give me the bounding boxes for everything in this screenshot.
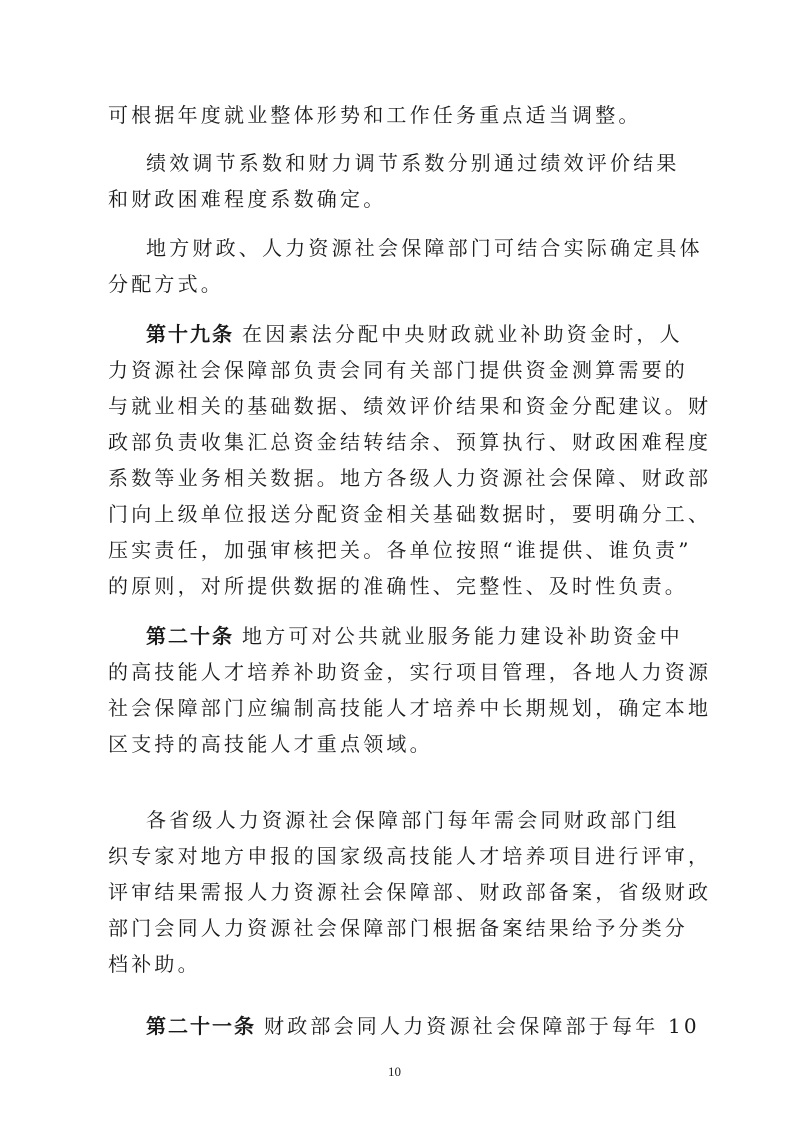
text-span: 地方可对公共就业服务能力建设补助资金中: [242, 624, 683, 648]
text-line: 的原则，对所提供数据的准确性、完整性、及时性负责。: [108, 574, 688, 598]
text-line: 和财政困难程度系数确定。: [108, 187, 387, 211]
text-line: 的高技能人才培养补助资金，实行项目管理，各地人力资源: [108, 660, 712, 684]
article-number: 第二十条: [146, 624, 234, 648]
article-first-line: [146, 1009, 700, 1043]
article-number: 第二十一条: [146, 1014, 256, 1038]
text-line: 门向上级单位报送分配资金相关基础数据时，要明确分工、: [108, 502, 712, 526]
article-first-line: [146, 619, 683, 653]
page-number: 10: [388, 1064, 401, 1079]
text-line: 分配方式。: [108, 272, 224, 296]
text-line: 档补助。: [108, 952, 201, 976]
text-line: 系数等业务相关数据。地方各级人力资源社会保障、财政部: [108, 466, 712, 490]
text-line: 力资源社会保障部负责会同有关部门提供资金测算需要的: [108, 358, 688, 382]
text-span: 财政部会同人力资源社会保障部于每年 10: [264, 1014, 700, 1038]
text-line: 织专家对地方申报的国家级高技能人才培养项目进行评审，: [108, 844, 712, 868]
text-line: 政部负责收集汇总资金结转结余、预算执行、财政困难程度: [108, 430, 712, 454]
text-line: 与就业相关的基础数据、绩效评价结果和资金分配建议。财: [108, 394, 712, 418]
article-number: 第十九条: [146, 322, 234, 346]
text-span: 在因素法分配中央财政就业补助资金时，人: [242, 322, 683, 346]
text-line: 评审结果需报人力资源社会保障部、财政部备案，省级财政: [108, 880, 712, 904]
text-line: 压实责任，加强审核把关。各单位按照“谁提供、谁负责”: [108, 538, 692, 562]
text-line: 可根据年度就业整体形势和工作任务重点适当调整。: [108, 103, 642, 127]
text-line: 部门会同人力资源社会保障部门根据备案结果给予分类分: [108, 916, 688, 940]
text-line: 各省级人力资源社会保障部门每年需会同财政部门组: [146, 808, 680, 832]
text-line: 绩效调节系数和财力调节系数分别通过绩效评价结果: [146, 151, 680, 175]
text-line: 区支持的高技能人才重点领域。: [108, 732, 433, 756]
text-line: 地方财政、人力资源社会保障部门可结合实际确定具体: [146, 236, 703, 260]
article-first-line: [146, 317, 683, 351]
text-line: 社会保障部门应编制高技能人才培养中长期规划，确定本地: [108, 696, 712, 720]
